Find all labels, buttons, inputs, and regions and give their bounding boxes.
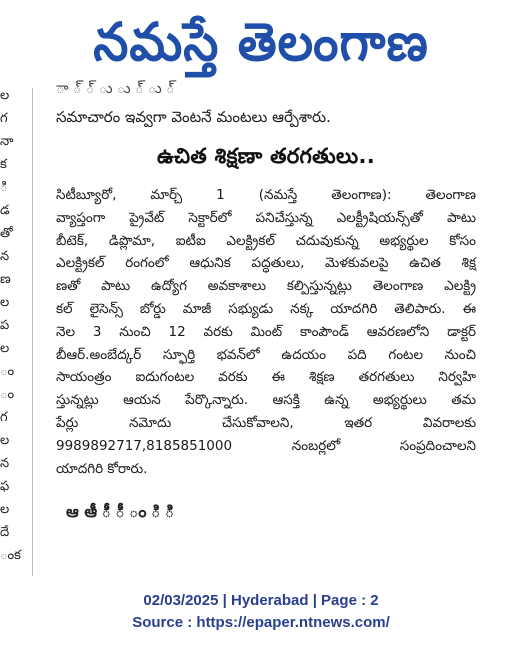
bottom-fragment-text: ఆ ఆీ ీ ీ ం ి ి — [66, 502, 175, 522]
left-margin-fragment: ల — [0, 341, 10, 356]
masthead-title: నమస్తే తెలంగాణ — [93, 11, 429, 73]
left-margin-fragment: క — [0, 157, 7, 172]
lead-line: సమాచారం ఇవ్వగా వెంటనే మంటలు ఆర్పేశారు. — [56, 108, 331, 126]
left-margin-fragment: ణ — [0, 272, 11, 287]
left-margin-fragment: గ — [0, 410, 8, 425]
footer-date-line: 02/03/2025 | Hyderabad | Page : 2 — [143, 592, 379, 609]
bottom-cut-fragment — [56, 496, 476, 522]
left-margin-fragment: న — [0, 456, 10, 471]
left-margin-fragment: ల — [0, 88, 10, 103]
left-margin-fragment: నా — [0, 134, 14, 149]
article-body-line: యాదగిరి కోరారు. — [56, 460, 148, 477]
left-margin-fragment: ల — [0, 502, 10, 517]
article-body-line: కల్ లైసెన్స్ బోర్డు మాజీ సభ్యుడు నక్క యాదగిరి తెలిపారు. ఈ — [56, 300, 476, 317]
left-margin-fragment: న — [0, 249, 10, 264]
masthead — [0, 2, 522, 82]
article-body-line: బీటెక్, డిప్లొమా, ఐటీఐ ఎలక్ట్రికల్ చదువుకున్న అభ్యర్థుల కోసం — [56, 232, 476, 249]
article-body-line: సాయంత్రం ఐదుగంటల వరకు ఈ శిక్షణ తరగతులు నిర్వహి — [56, 369, 476, 386]
left-margin-fragment: డ — [0, 203, 10, 218]
left-margin-fragment: గ — [0, 111, 8, 126]
article-body-line: ఎలక్ట్రికల్ రంగంలో ఆధునిక పద్ధతులు, మెళకువలపై ఉచిత శిక్ష — [56, 255, 476, 272]
newspaper-clipping — [0, 79, 522, 576]
left-margin-fragment: ఫ — [0, 479, 10, 494]
top-cut-fragment — [56, 79, 476, 106]
left-margin-fragment: తో — [0, 226, 13, 241]
article-body-line: ణతో పాటు ఉద్యోగ అవకాశాలు కల్పిస్తున్నట్లు తెలంగాణ ఎలక్ట్రి — [56, 278, 476, 295]
left-margin-fragment: ం — [0, 387, 15, 402]
left-margin-fragment: దే — [0, 525, 10, 540]
article-body-line: నెల 3 నుంచి 12 వరకు మింట్ కాంపౌండ్ ఆవరణలోని డాక్టర్ — [56, 323, 476, 340]
article-body-line: బీఆర్.అంబేద్కర్ స్ఫూర్తి భవన్‌లో ఉదయం పది గంటల నుంచి — [56, 346, 476, 363]
left-margin-fragment: ల — [0, 295, 10, 310]
article-headline: ఉచిత శిక్షణా తరగతులు.. — [156, 144, 376, 168]
article-body — [56, 184, 476, 480]
article-body-line: 9989892717,8185851000 నంబర్లలో సంప్రదించాలని — [56, 437, 476, 454]
article-body-line: వ్యాప్తంగా ప్రైవేట్ సెక్టార్‌లో పనిచేస్తున్న ఎలక్ట్రీషియన్స్‌తో పాటు — [56, 209, 476, 226]
top-fragment-text: ా ్ ్ ు ు ్ ు ్ — [56, 79, 175, 97]
column-divider — [32, 88, 33, 576]
left-margin-fragment: ప — [0, 318, 10, 333]
left-margin-fragment: ి — [0, 180, 8, 195]
footer-source-line: Source : https://epaper.ntnews.com/ — [132, 614, 390, 631]
article-body-line: పేర్లు నమోదు చేసుకోవాలని, ఇతర వివరాలకు — [56, 414, 476, 431]
left-margin-fragment: ం — [0, 364, 15, 379]
article-body-line: స్తున్నట్లు ఆయన పేర్కొన్నారు. ఆసక్తి ఉన్న అభ్యర్థులు తమ — [56, 392, 476, 409]
left-margin-fragment: ల — [0, 433, 10, 448]
left-column-fragments — [0, 88, 26, 576]
article-body-line: సిటీబ్యూరో, మార్చ్ 1 (నమస్తే తెలంగాణ): తెలంగాణ — [56, 187, 476, 203]
article — [56, 79, 476, 522]
left-margin-fragment: ంక — [0, 548, 21, 563]
